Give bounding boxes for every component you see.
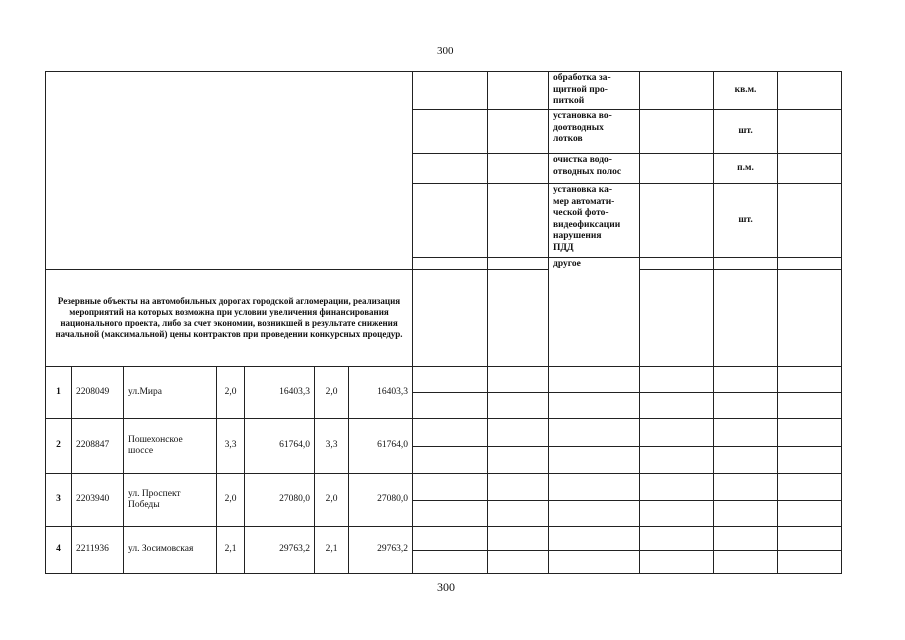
object-row <box>46 527 905 574</box>
object-sum: 29763,2 <box>245 527 315 574</box>
object-sum-2: 29763,2 <box>349 527 413 574</box>
object-number: 3 <box>46 474 72 527</box>
page-number-top: 300 <box>437 45 454 57</box>
object-length-2: 3,3 <box>315 419 349 474</box>
object-length: 3,3 <box>217 419 245 474</box>
blank-header-cell <box>46 72 413 270</box>
object-length: 2,0 <box>217 474 245 527</box>
work-name: обработка за- щитной про- питкой <box>549 72 640 110</box>
road-objects-table <box>45 71 905 574</box>
object-row <box>46 419 905 474</box>
work-name: очистка водо- отводных полос <box>549 154 640 184</box>
object-number: 4 <box>46 527 72 574</box>
reserve-title: Резервные объекты на автомобильных дорогах городской агломерации, реализация мероприятий на которых возможна при условии увеличения финансирования национального проекта, либо за счет экономии, возникшей в результате снижения начальной (максимальной) цены контрактов при проведении конкурсных процедур. <box>46 270 413 367</box>
object-name: ул. Зосимовская <box>124 527 217 574</box>
object-number: 1 <box>46 367 72 419</box>
object-length-2: 2,0 <box>315 474 349 527</box>
work-unit: кв.м. <box>714 72 778 110</box>
object-name: ул.Мира <box>124 367 217 419</box>
object-sum: 61764,0 <box>245 419 315 474</box>
object-sum-2: 27080,0 <box>349 474 413 527</box>
object-name: ул. Проспект Победы <box>124 474 217 527</box>
work-unit: шт. <box>714 110 778 154</box>
object-id: 2208847 <box>72 419 124 474</box>
object-name: Пошехонское шоссе <box>124 419 217 474</box>
object-length: 2,0 <box>217 367 245 419</box>
work-unit: шт. <box>714 184 778 258</box>
object-length-2: 2,0 <box>315 367 349 419</box>
page-number-bottom: 300 <box>437 580 455 594</box>
object-row <box>46 367 905 419</box>
work-name: установка во- доотводных лотков <box>549 110 640 154</box>
work-row <box>46 72 905 110</box>
object-sum-2: 61764,0 <box>349 419 413 474</box>
object-sum: 16403,3 <box>245 367 315 419</box>
object-sum: 27080,0 <box>245 474 315 527</box>
object-length-2: 2,1 <box>315 527 349 574</box>
reserve-title-row <box>46 270 905 367</box>
work-unit: п.м. <box>714 154 778 184</box>
object-id: 2208049 <box>72 367 124 419</box>
object-id: 2203940 <box>72 474 124 527</box>
work-name: установка ка- мер автомати- ческой фото- видеофиксации нарушения ПДД <box>549 184 640 258</box>
object-number: 2 <box>46 419 72 474</box>
object-length: 2,1 <box>217 527 245 574</box>
object-id: 2211936 <box>72 527 124 574</box>
work-name: другое <box>549 258 640 367</box>
object-sum-2: 16403,3 <box>349 367 413 419</box>
object-row <box>46 474 905 527</box>
work-unit <box>714 258 778 270</box>
